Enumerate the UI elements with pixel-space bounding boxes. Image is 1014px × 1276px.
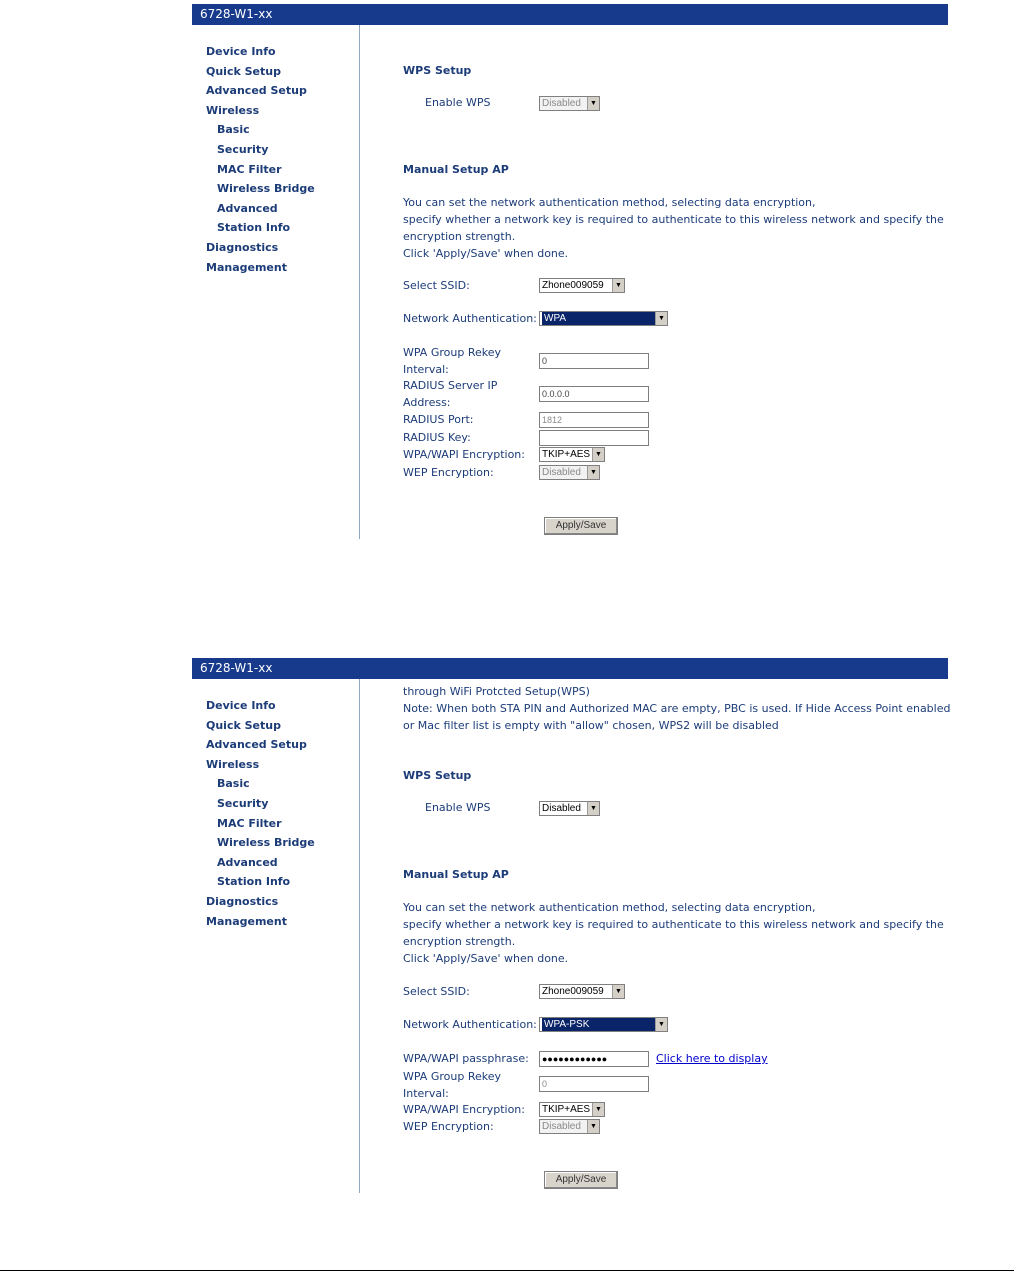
network-auth-select[interactable]: WPA ▼	[539, 311, 668, 326]
wep-encryption-label: WEP Encryption:	[403, 1120, 494, 1133]
chevron-down-icon: ▼	[587, 1120, 599, 1133]
divider	[359, 25, 360, 539]
nav-device-info[interactable]: Device Info	[206, 45, 276, 58]
nav-wireless-basic[interactable]: Basic	[217, 777, 250, 791]
wep-encryption-select[interactable]: Disabled ▼	[539, 465, 600, 480]
window-title: 6728-W1-xx	[192, 4, 948, 25]
nav-diagnostics[interactable]: Diagnostics	[206, 894, 279, 908]
enable-wps-select[interactable]: Disabled ▼	[539, 96, 600, 111]
divider	[359, 679, 360, 1193]
chevron-down-icon: ▼	[655, 1018, 667, 1031]
select-ssid-label: Select SSID:	[403, 279, 470, 292]
page-bottom-rule	[0, 1270, 1014, 1271]
ssid-select[interactable]: Zhone009059 ▼	[539, 278, 625, 293]
nav-wireless-bridge[interactable]: Wireless Bridge	[217, 182, 315, 196]
chevron-down-icon: ▼	[587, 802, 599, 815]
wps-note-line: or Mac filter list is empty with "allow" chosen, WPS2 will be disabled	[403, 719, 779, 732]
radius-port-label: RADIUS Port:	[403, 413, 474, 426]
window-title: 6728-W1-xx	[192, 658, 948, 679]
chevron-down-icon: ▼	[592, 448, 604, 461]
enable-wps-label: Enable WPS	[425, 801, 491, 814]
wep-encryption-label: WEP Encryption:	[403, 466, 494, 479]
nav-wireless[interactable]: Wireless	[206, 757, 260, 771]
radius-ip-input[interactable]: 0.0.0.0	[539, 386, 649, 402]
passphrase-label: WPA/WAPI passphrase:	[403, 1052, 529, 1065]
wpa-encryption-label: WPA/WAPI Encryption:	[403, 448, 525, 461]
network-auth-select[interactable]: WPA-PSK ▼	[539, 1017, 668, 1032]
rekey-interval-label: Interval:	[403, 363, 449, 376]
radius-key-input[interactable]	[539, 430, 649, 446]
nav-quick-setup[interactable]: Quick Setup	[206, 64, 281, 78]
manual-setup-heading: Manual Setup AP	[403, 163, 509, 176]
screenshot-wpa-psk	[192, 658, 951, 1198]
wpa-encryption-label: WPA/WAPI Encryption:	[403, 1103, 525, 1116]
description-line: You can set the network authentication method, selecting data encryption,	[403, 196, 816, 209]
nav-wireless-security[interactable]: Security	[217, 796, 269, 810]
nav-wireless-advanced[interactable]: Advanced	[217, 201, 278, 215]
radius-ip-label: RADIUS Server IP	[403, 379, 498, 392]
nav-wireless-basic[interactable]: Basic	[217, 123, 250, 137]
sidebar-nav	[206, 696, 346, 931]
chevron-down-icon: ▼	[592, 1103, 604, 1116]
chevron-down-icon: ▼	[655, 312, 667, 325]
nav-management[interactable]: Management	[206, 914, 287, 928]
nav-advanced-setup[interactable]: Advanced Setup	[206, 738, 307, 752]
network-auth-label: Network Authentication:	[403, 1018, 537, 1031]
select-ssid-label: Select SSID:	[403, 985, 470, 998]
screenshot-wpa	[192, 4, 948, 544]
wps-note-line: through WiFi Protcted Setup(WPS)	[403, 685, 590, 698]
display-passphrase-link[interactable]: Click here to display	[656, 1052, 768, 1065]
chevron-down-icon: ▼	[587, 466, 599, 479]
enable-wps-label: Enable WPS	[425, 96, 491, 109]
wps-setup-heading: WPS Setup	[403, 769, 472, 782]
nav-quick-setup[interactable]: Quick Setup	[206, 718, 281, 732]
nav-management[interactable]: Management	[206, 260, 287, 274]
nav-station-info[interactable]: Station Info	[217, 875, 291, 889]
nav-wireless[interactable]: Wireless	[206, 103, 260, 117]
description-line: encryption strength.	[403, 230, 516, 243]
chevron-down-icon: ▼	[587, 97, 599, 110]
nav-wireless-security[interactable]: Security	[217, 142, 269, 156]
manual-setup-heading: Manual Setup AP	[403, 868, 509, 881]
rekey-interval-input[interactable]: 0	[539, 353, 649, 369]
passphrase-input[interactable]: ●●●●●●●●●●●●	[539, 1051, 649, 1067]
nav-station-info[interactable]: Station Info	[217, 221, 291, 235]
description-line: specify whether a network key is required to authenticate to this wireless network and specify the	[403, 213, 944, 226]
chevron-down-icon: ▼	[612, 985, 624, 998]
enable-wps-select[interactable]: Disabled ▼	[539, 801, 600, 816]
description-line: Click 'Apply/Save' when done.	[403, 247, 569, 260]
nav-diagnostics[interactable]: Diagnostics	[206, 240, 279, 254]
description-line: You can set the network authentication method, selecting data encryption,	[403, 901, 816, 914]
ssid-select[interactable]: Zhone009059 ▼	[539, 984, 625, 999]
wps-setup-heading: WPS Setup	[403, 64, 472, 77]
rekey-interval-input[interactable]: 0	[539, 1076, 649, 1092]
nav-wireless-bridge[interactable]: Wireless Bridge	[217, 836, 315, 850]
wpa-encryption-select[interactable]: TKIP+AES ▼	[539, 1102, 605, 1117]
rekey-interval-label: WPA Group Rekey	[403, 346, 501, 359]
nav-wireless-advanced[interactable]: Advanced	[217, 855, 278, 869]
description-line: Click 'Apply/Save' when done.	[403, 952, 569, 965]
radius-key-label: RADIUS Key:	[403, 431, 471, 444]
chevron-down-icon: ▼	[612, 279, 624, 292]
apply-save-button[interactable]: Apply/Save	[544, 1171, 618, 1189]
network-auth-label: Network Authentication:	[403, 312, 537, 325]
rekey-interval-label: WPA Group Rekey	[403, 1070, 501, 1083]
sidebar-nav	[206, 42, 346, 277]
nav-device-info[interactable]: Device Info	[206, 699, 276, 712]
wep-encryption-select[interactable]: Disabled ▼	[539, 1119, 600, 1134]
radius-port-input[interactable]: 1812	[539, 412, 649, 428]
nav-advanced-setup[interactable]: Advanced Setup	[206, 84, 307, 98]
description-line: specify whether a network key is required to authenticate to this wireless network and specify the	[403, 918, 944, 931]
nav-mac-filter[interactable]: MAC Filter	[217, 162, 282, 176]
rekey-interval-label: Interval:	[403, 1087, 449, 1100]
apply-save-button[interactable]: Apply/Save	[544, 517, 618, 535]
nav-mac-filter[interactable]: MAC Filter	[217, 816, 282, 830]
wpa-encryption-select[interactable]: TKIP+AES ▼	[539, 447, 605, 462]
wps-note-line: Note: When both STA PIN and Authorized MAC are empty, PBC is used. If Hide Access Point enabled	[403, 702, 951, 715]
radius-ip-label: Address:	[403, 396, 451, 409]
description-line: encryption strength.	[403, 935, 516, 948]
